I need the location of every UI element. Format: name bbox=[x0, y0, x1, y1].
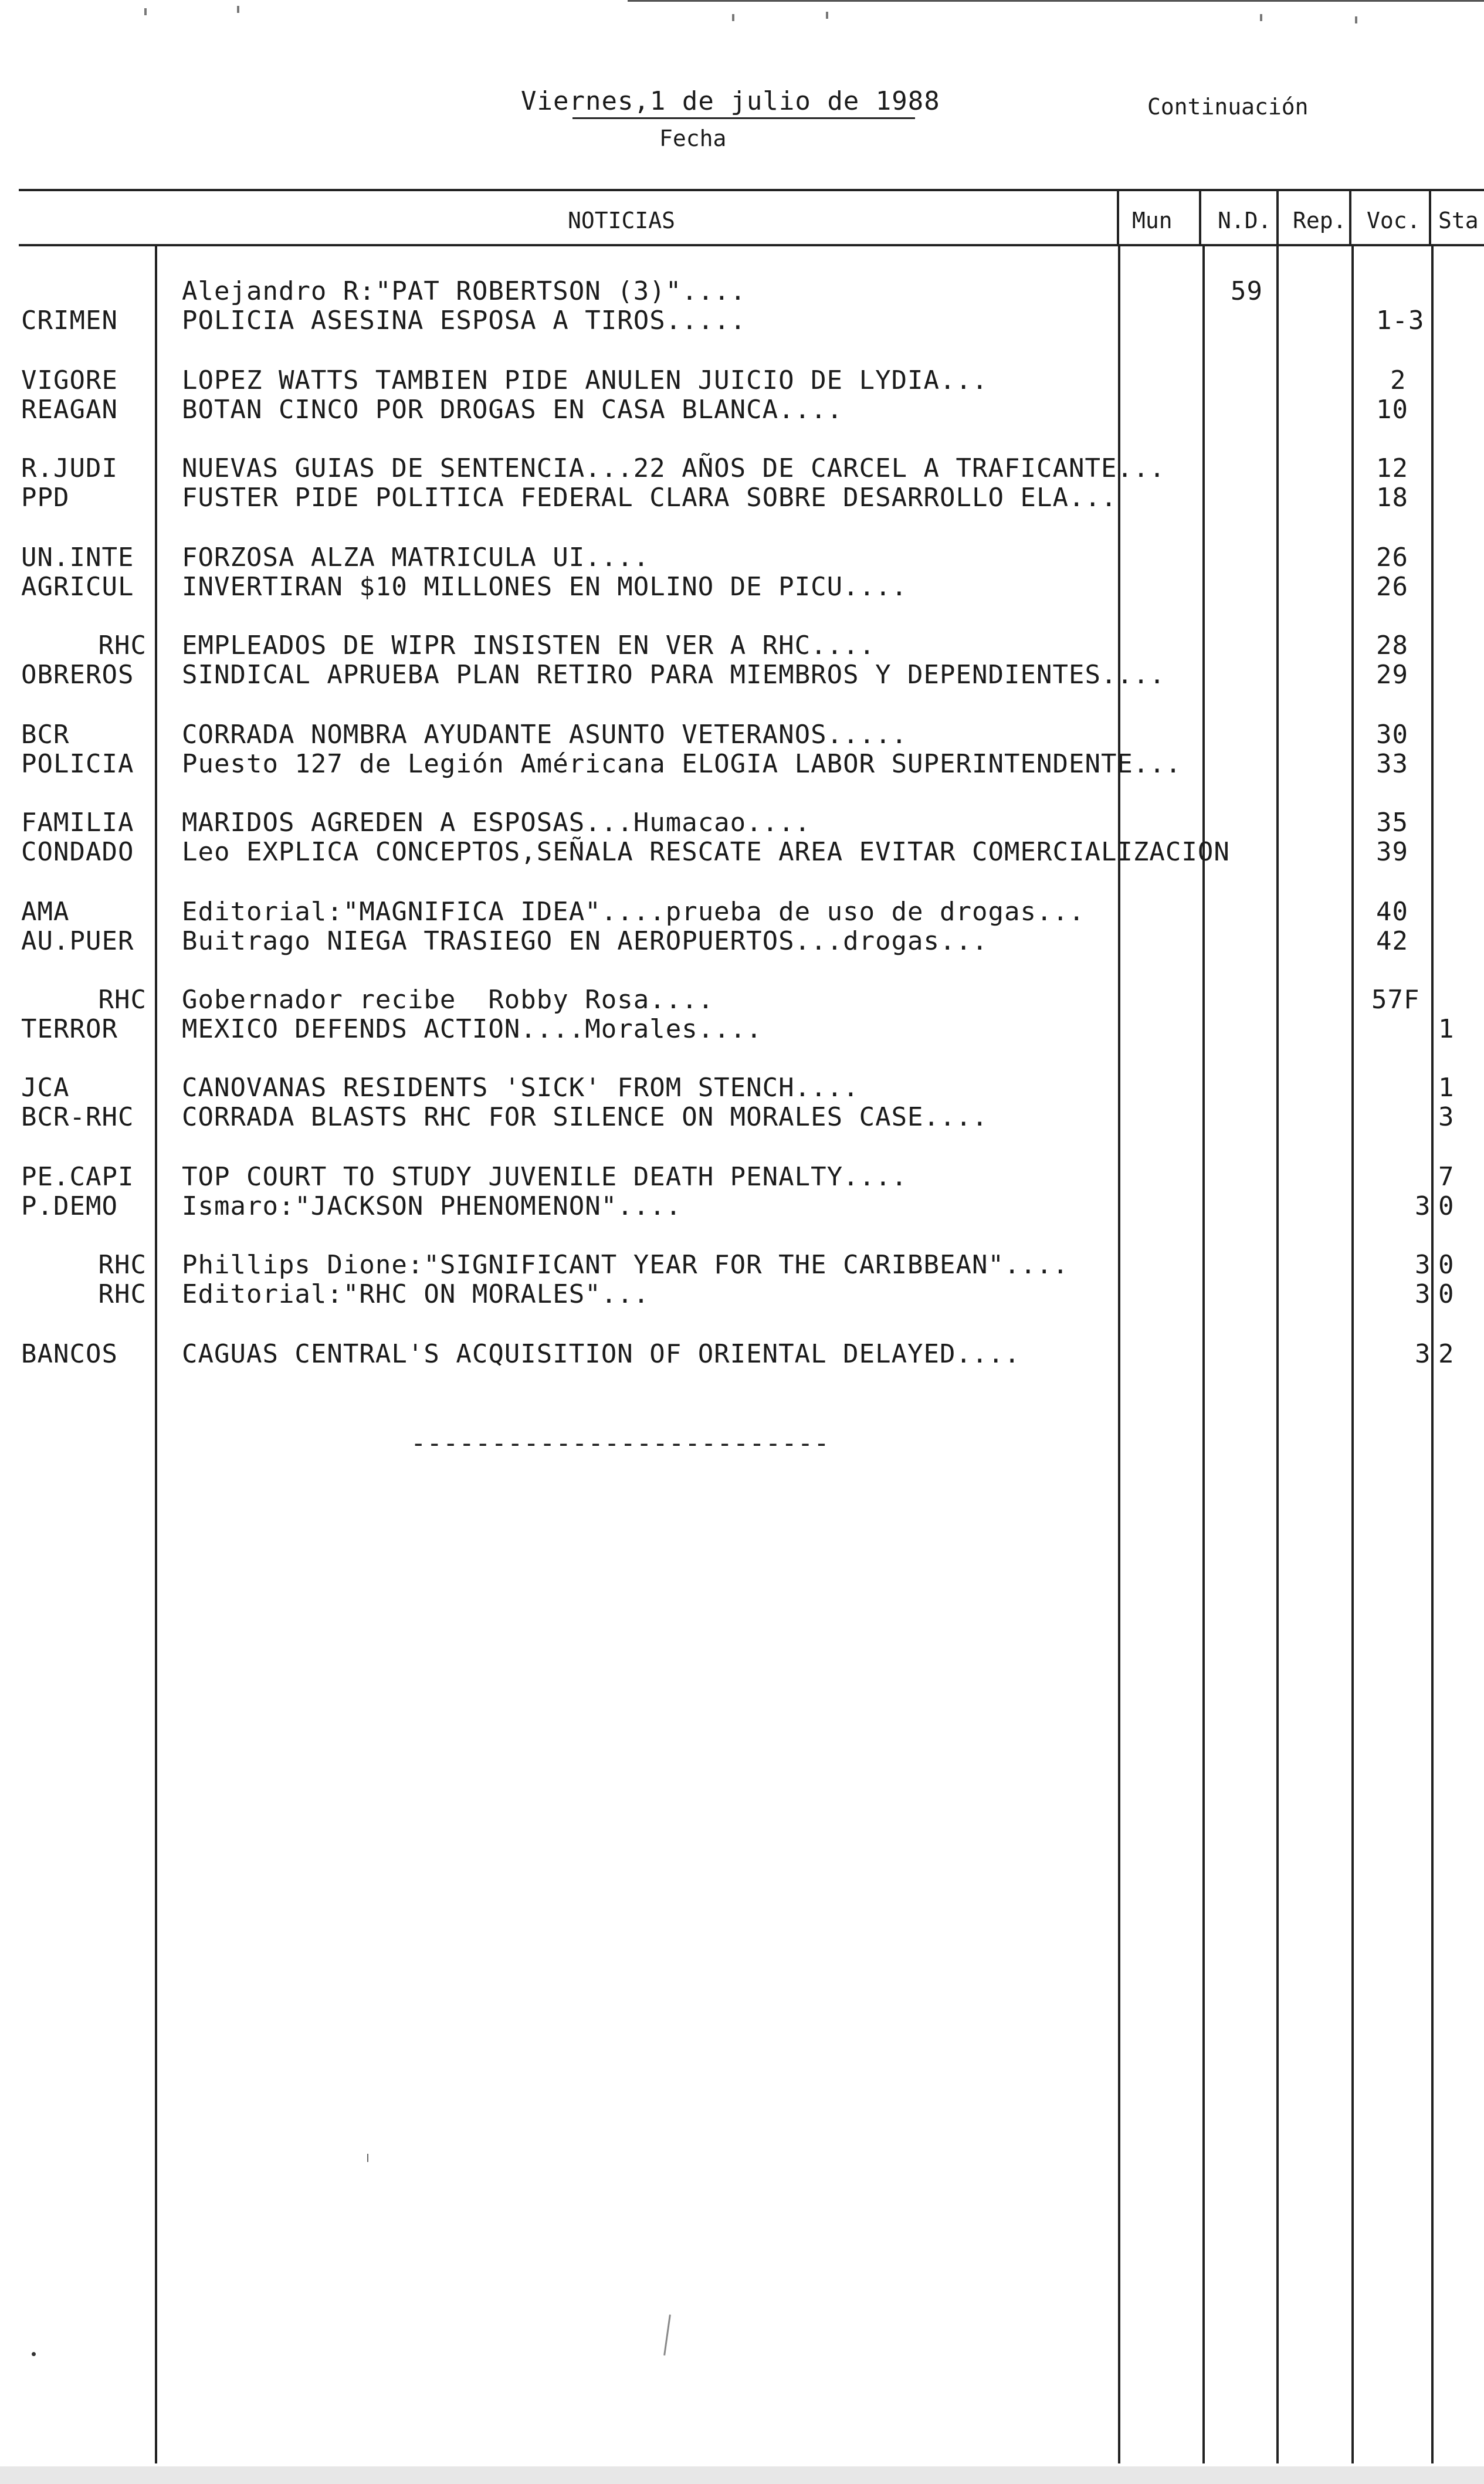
col-header-sta: Sta bbox=[1438, 208, 1479, 233]
headline: CORRADA NOMBRA AYUDANTE ASUNTO VETERANOS..... bbox=[182, 720, 908, 750]
voc-value: 26 bbox=[1376, 572, 1408, 602]
header-divider bbox=[1117, 191, 1119, 244]
voc-value: 18 bbox=[1376, 483, 1408, 513]
headline: CANOVANAS RESIDENTS 'SICK' FROM STENCH.... bbox=[182, 1073, 859, 1103]
sta-value: 0 bbox=[1438, 1250, 1455, 1280]
col-header-mun: Mun bbox=[1132, 208, 1173, 233]
col-header-noticias: NOTICIAS bbox=[568, 208, 676, 233]
scan-mark bbox=[1355, 16, 1357, 23]
sta-value: 0 bbox=[1438, 1191, 1455, 1221]
nd-value: 59 bbox=[1231, 276, 1263, 306]
scan-speck bbox=[367, 2154, 368, 2162]
headline: FUSTER PIDE POLITICA FEDERAL CLARA SOBRE DESARROLLO ELA... bbox=[182, 483, 1117, 513]
headline: CAGUAS CENTRAL'S ACQUISITION OF ORIENTAL DELAYED.... bbox=[182, 1339, 1021, 1369]
table-header-rule bbox=[19, 244, 1484, 246]
sta-value: 1 bbox=[1438, 1014, 1455, 1044]
scan-mark bbox=[826, 12, 828, 19]
category: RHC bbox=[98, 1279, 147, 1309]
category: BCR-RHC bbox=[21, 1102, 134, 1132]
headline: SINDICAL APRUEBA PLAN RETIRO PARA MIEMBROS Y DEPENDIENTES.... bbox=[182, 660, 1165, 690]
category: P.DEMO bbox=[21, 1191, 118, 1221]
category: AU.PUER bbox=[21, 926, 134, 956]
category: POLICIA bbox=[21, 749, 134, 779]
voc-value: 26 bbox=[1376, 543, 1408, 572]
category: RHC bbox=[98, 985, 147, 1015]
headline: INVERTIRAN $10 MILLONES EN MOLINO DE PICU.... bbox=[182, 572, 908, 602]
scan-speck bbox=[32, 2352, 36, 2356]
voc-value: 42 bbox=[1376, 926, 1408, 956]
voc-value: 57F bbox=[1371, 985, 1420, 1015]
sta-value: 7 bbox=[1438, 1162, 1455, 1192]
voc-value: 10 bbox=[1376, 395, 1408, 425]
voc-value: 3 bbox=[1415, 1250, 1431, 1280]
category: OBREROS bbox=[21, 660, 134, 690]
category: RHC bbox=[98, 631, 147, 660]
headline: TOP COURT TO STUDY JUVENILE DEATH PENALTY.... bbox=[182, 1162, 908, 1192]
headline: NUEVAS GUIAS DE SENTENCIA...22 AÑOS DE CARCEL A TRAFICANTE... bbox=[182, 453, 1165, 483]
category: PPD bbox=[21, 483, 70, 513]
voc-value: 35 bbox=[1376, 808, 1408, 838]
table-top-rule bbox=[19, 189, 1484, 191]
voc-value: 29 bbox=[1376, 660, 1408, 690]
voc-divider bbox=[1351, 246, 1354, 2463]
header-divider bbox=[1276, 191, 1279, 244]
category: REAGAN bbox=[21, 395, 118, 425]
voc-value: 33 bbox=[1376, 749, 1408, 779]
scan-mark bbox=[144, 8, 147, 15]
voc-value: 3 bbox=[1415, 1279, 1431, 1309]
voc-value: 1-3 bbox=[1376, 306, 1425, 336]
headline: Buitrago NIEGA TRASIEGO EN AEROPUERTOS...drogas... bbox=[182, 926, 988, 956]
headline: Puesto 127 de Legión Américana ELOGIA LABOR SUPERINTENDENTE... bbox=[182, 749, 1182, 779]
headline: Gobernador recibe Robby Rosa.... bbox=[182, 985, 714, 1015]
mun-divider bbox=[1118, 246, 1120, 2463]
category: AMA bbox=[21, 897, 70, 927]
scan-mark bbox=[237, 6, 239, 13]
headline: Editorial:"MAGNIFICA IDEA"....prueba de uso de drogas... bbox=[182, 897, 1085, 927]
date-text: Viernes,1 de julio de 1988 bbox=[521, 86, 940, 116]
category: UN.INTE bbox=[21, 543, 134, 572]
top-scan-edge bbox=[628, 0, 1484, 2]
headline: Ismaro:"JACKSON PHENOMENON".... bbox=[182, 1191, 682, 1221]
header-divider bbox=[1199, 191, 1201, 244]
category: CONDADO bbox=[21, 837, 134, 867]
headline: MEXICO DEFENDS ACTION....Morales.... bbox=[182, 1014, 763, 1044]
category: VIGORE bbox=[21, 365, 118, 395]
col-header-rep: Rep. bbox=[1293, 208, 1347, 233]
voc-value: 2 bbox=[1390, 365, 1407, 395]
headline: FORZOSA ALZA MATRICULA UI.... bbox=[182, 543, 650, 572]
headline: Editorial:"RHC ON MORALES"... bbox=[182, 1279, 650, 1309]
category: BANCOS bbox=[21, 1339, 118, 1369]
category: CRIMEN bbox=[21, 306, 118, 336]
category: AGRICUL bbox=[21, 572, 134, 602]
headline: EMPLEADOS DE WIPR INSISTEN EN VER A RHC.... bbox=[182, 631, 876, 660]
nd-divider bbox=[1202, 246, 1205, 2463]
category: PE.CAPI bbox=[21, 1162, 134, 1192]
sta-divider bbox=[1431, 246, 1434, 2463]
category: JCA bbox=[21, 1073, 70, 1103]
sta-value: 0 bbox=[1438, 1279, 1455, 1309]
headline: LOPEZ WATTS TAMBIEN PIDE ANULEN JUICIO DE LYDIA... bbox=[182, 365, 988, 395]
voc-value: 39 bbox=[1376, 837, 1408, 867]
headline: CORRADA BLASTS RHC FOR SILENCE ON MORALES CASE.... bbox=[182, 1102, 988, 1132]
col-header-nd: N.D. bbox=[1218, 208, 1272, 233]
scan-mark bbox=[1260, 14, 1262, 21]
end-of-list-marker: -------------------------- bbox=[411, 1428, 830, 1458]
voc-value: 3 bbox=[1415, 1339, 1431, 1369]
headline: POLICIA ASESINA ESPOSA A TIROS..... bbox=[182, 306, 747, 336]
header-divider bbox=[1429, 191, 1431, 244]
headline: MARIDOS AGREDEN A ESPOSAS...Humacao.... bbox=[182, 808, 811, 838]
category: BCR bbox=[21, 720, 70, 750]
voc-value: 3 bbox=[1415, 1191, 1431, 1221]
sta-value: 3 bbox=[1438, 1102, 1455, 1132]
category: FAMILIA bbox=[21, 808, 134, 838]
rep-divider bbox=[1276, 246, 1279, 2463]
headline: Leo EXPLICA CONCEPTOS,SEÑALA RESCATE AREA EVITAR COMERCIALIZACION bbox=[182, 837, 1230, 867]
voc-value: 30 bbox=[1376, 720, 1408, 750]
scan-bottom-band bbox=[0, 2466, 1484, 2484]
voc-value: 40 bbox=[1376, 897, 1408, 927]
sta-value: 2 bbox=[1438, 1339, 1455, 1369]
headline: Alejandro R:"PAT ROBERTSON (3)".... bbox=[182, 276, 747, 306]
sta-value: 1 bbox=[1438, 1073, 1455, 1103]
date-underline bbox=[572, 117, 915, 119]
voc-value: 28 bbox=[1376, 631, 1408, 660]
col-header-voc: Voc. bbox=[1367, 208, 1421, 233]
category: R.JUDI bbox=[21, 453, 118, 483]
scan-speck bbox=[663, 2314, 671, 2356]
category: RHC bbox=[98, 1250, 147, 1280]
category: TERROR bbox=[21, 1014, 118, 1044]
headline: BOTAN CINCO POR DROGAS EN CASA BLANCA.... bbox=[182, 395, 843, 425]
continuation-label: Continuación bbox=[1147, 94, 1309, 120]
scan-mark bbox=[732, 14, 734, 21]
header-divider bbox=[1349, 191, 1351, 244]
date-label: Fecha bbox=[659, 126, 727, 151]
headline: Phillips Dione:"SIGNIFICANT YEAR FOR THE CARIBBEAN".... bbox=[182, 1250, 1069, 1280]
voc-value: 12 bbox=[1376, 453, 1408, 483]
